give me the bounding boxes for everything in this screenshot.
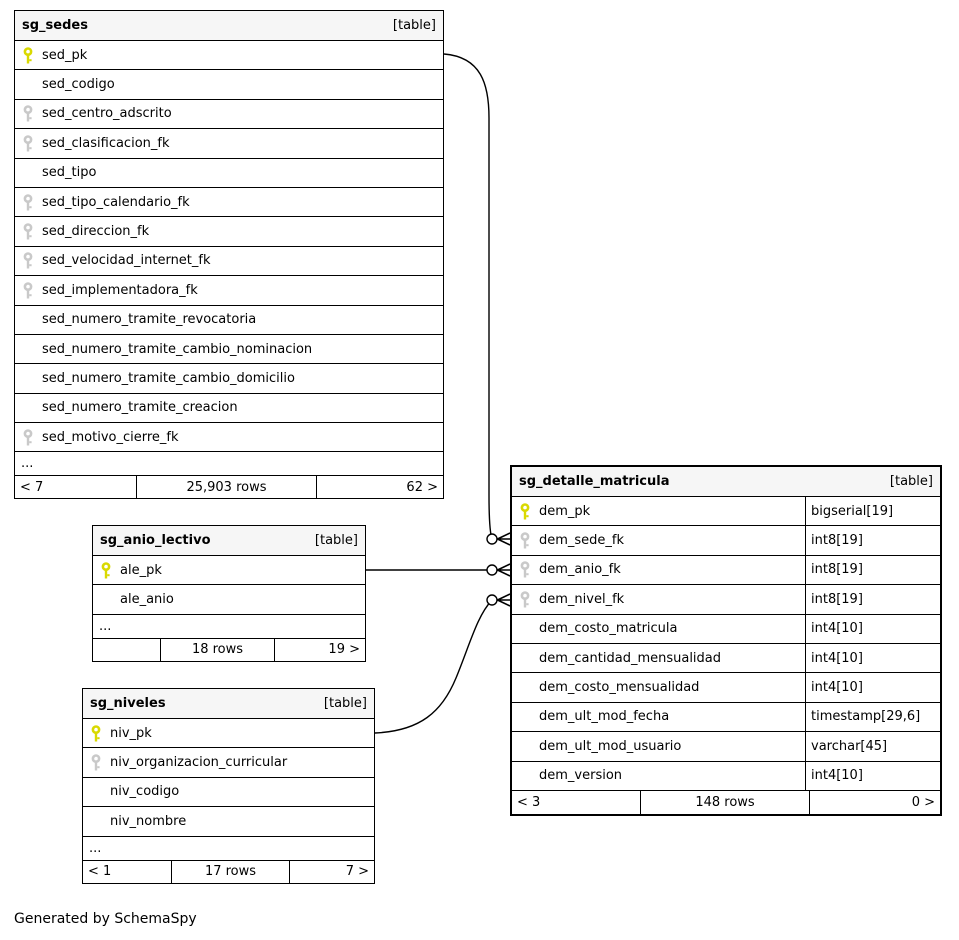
key-spacer [100,591,112,608]
foreign-key-icon [22,223,34,240]
foreign-key-icon [519,591,531,608]
column-name: sed_motivo_cierre_fk [42,429,179,445]
column-name: ale_pk [120,562,162,578]
column-row [512,761,940,790]
column-name: dem_pk [539,503,591,519]
column-row [83,747,374,776]
crow-foot-icon [498,533,511,545]
column-name: niv_nombre [110,813,187,829]
foreign-key-icon [22,429,34,446]
primary-key-icon [22,47,34,64]
column-row [512,555,940,584]
key-spacer [519,620,531,637]
column-row [15,422,443,451]
column-row [93,555,365,584]
crow-foot-icon [498,564,511,576]
column-name: sed_centro_adscrito [42,106,172,122]
footer-row-count: 18 rows [160,639,274,661]
column-row [512,702,940,731]
column-row [83,718,374,747]
column-name: dem_ult_mod_usuario [539,738,682,754]
column-name: niv_pk [110,725,152,741]
key-spacer [90,813,102,830]
key-spacer [22,164,34,181]
column-type: int8[19] [805,585,940,613]
footer-parents-count: < 3 [517,794,541,810]
column-name: niv_organizacion_curricular [110,755,288,771]
table-title[interactable]: sg_anio_lectivo [100,533,211,548]
more-columns-ellipsis: ... [93,614,365,638]
key-spacer [22,399,34,416]
key-spacer [519,650,531,667]
foreign-key-icon [519,561,531,578]
key-spacer [519,708,531,725]
footer-parents-count [93,639,160,661]
column-name: sed_numero_tramite_revocatoria [42,312,257,328]
footer-parents-count: < 7 [20,479,44,495]
column-name: dem_sede_fk [539,533,625,549]
column-name: sed_numero_tramite_cambio_domicilio [42,370,295,386]
column-row [15,305,443,334]
column-row [512,731,940,760]
key-spacer [22,311,34,328]
zero-or-one-circle [487,534,497,544]
column-type: varchar[45] [805,732,940,760]
key-spacer [22,76,34,93]
table-tag: [table] [314,533,358,548]
column-name: sed_direccion_fk [42,224,150,240]
footer-children-count: 62 > [316,476,443,498]
table-header [15,11,443,40]
key-spacer [519,767,531,784]
table-header [83,689,374,718]
primary-key-icon [90,725,102,742]
foreign-key-icon [22,252,34,269]
table-sg-niveles [82,688,375,884]
column-row [512,584,940,613]
footer-children-count: 7 > [289,861,374,883]
table-title[interactable]: sg_niveles [90,696,166,711]
column-row [15,40,443,69]
footer-parents-count: < 1 [88,864,112,880]
column-row [15,334,443,363]
column-row [15,69,443,98]
column-row [512,525,940,554]
table-sg-anio-lectivo [92,525,366,662]
table-title[interactable]: sg_sedes [22,18,88,33]
table-title[interactable]: sg_detalle_matricula [519,474,670,489]
column-type: bigserial[19] [805,497,940,525]
column-name: sed_tipo [42,165,97,181]
column-row [512,672,940,701]
column-row [15,187,443,216]
column-type: int4[10] [805,644,940,672]
generated-by-note: Generated by SchemaSpy [14,911,197,927]
footer-row-count: 25,903 rows [136,476,316,498]
key-spacer [519,738,531,755]
zero-or-one-circle [487,565,497,575]
column-type: int8[19] [805,526,940,554]
column-row [15,246,443,275]
footer-row-count: 148 rows [640,791,809,814]
foreign-key-icon [22,135,34,152]
column-name: sed_velocidad_internet_fk [42,253,211,269]
column-name: dem_costo_matricula [539,621,678,637]
table-footer [512,790,940,814]
column-row [83,777,374,806]
column-row [512,614,940,643]
footer-row-count: 17 rows [171,861,289,883]
primary-key-icon [100,562,112,579]
foreign-key-icon [22,105,34,122]
table-sg-detalle-matricula [510,465,942,816]
column-row [15,275,443,304]
column-name: sed_tipo_calendario_fk [42,194,190,210]
column-name: sed_codigo [42,77,115,93]
table-tag: [table] [323,696,367,711]
table-sg-sedes [14,10,444,499]
table-header [93,526,365,555]
crow-foot-icon [498,594,511,606]
primary-key-icon [519,503,531,520]
table-footer [93,638,365,661]
column-row [83,806,374,835]
column-name: sed_implementadora_fk [42,282,198,298]
foreign-key-icon [22,194,34,211]
relationship-line [444,54,492,539]
key-spacer [22,341,34,358]
column-name: sed_numero_tramite_creacion [42,400,238,416]
table-tag: [table] [889,474,933,489]
table-footer [15,475,443,498]
column-row [15,393,443,422]
column-name: dem_costo_mensualidad [539,680,700,696]
column-type: int4[10] [805,762,940,790]
column-name: sed_pk [42,47,88,63]
footer-children-count: 19 > [274,639,365,661]
column-name: sed_clasificacion_fk [42,135,170,151]
table-header [512,467,940,496]
foreign-key-icon [22,282,34,299]
column-row [15,363,443,392]
column-row [15,128,443,157]
more-columns-ellipsis: ... [15,451,443,475]
column-name: dem_ult_mod_fecha [539,709,670,725]
column-row [15,158,443,187]
key-spacer [519,679,531,696]
column-name: dem_nivel_fk [539,591,625,607]
table-footer [83,860,374,883]
column-name: dem_cantidad_mensualidad [539,650,722,666]
column-row [15,99,443,128]
column-name: sed_numero_tramite_cambio_nominacion [42,341,313,357]
table-tag: [table] [392,18,436,33]
column-row [93,584,365,613]
foreign-key-icon [90,754,102,771]
footer-children-count: 0 > [809,791,940,814]
column-type: int4[10] [805,673,940,701]
column-type: timestamp[29,6] [805,703,940,731]
key-spacer [22,370,34,387]
key-spacer [90,783,102,800]
relationship-line [375,600,492,733]
column-row [512,643,940,672]
column-type: int4[10] [805,615,940,643]
zero-or-one-circle [487,595,497,605]
column-name: dem_anio_fk [539,562,621,578]
column-name: ale_anio [120,592,174,608]
column-type: int8[19] [805,556,940,584]
column-row [15,216,443,245]
column-row [512,496,940,525]
more-columns-ellipsis: ... [83,836,374,860]
column-name: niv_codigo [110,784,180,800]
foreign-key-icon [519,532,531,549]
column-name: dem_version [539,768,623,784]
